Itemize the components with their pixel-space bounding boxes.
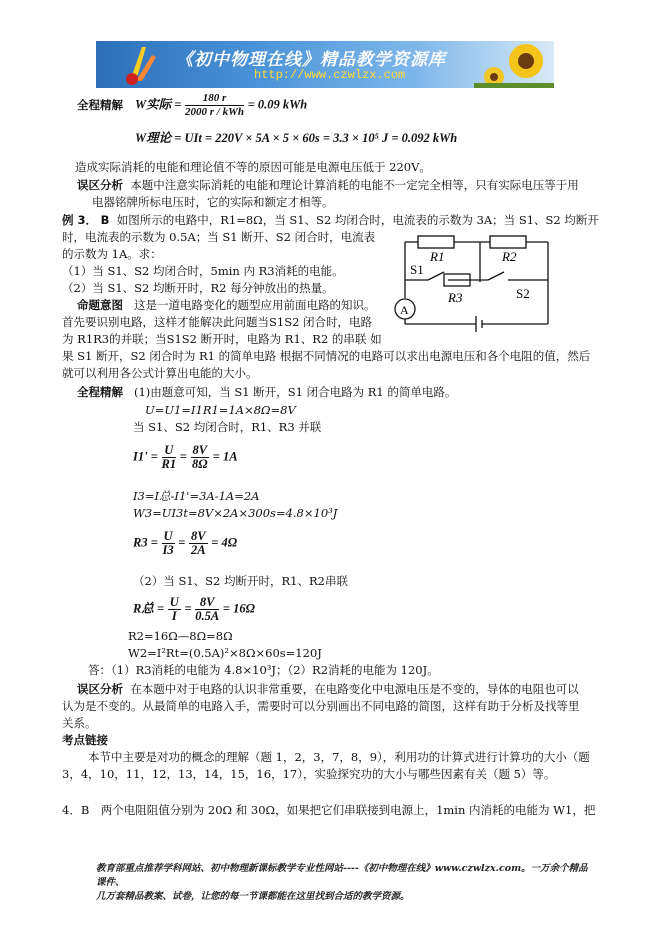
equation-r-total: R总 = $\frac{U}{I}$ = $\frac{8V}{0.5A}$ = 16Ω xyxy=(133,595,255,623)
logo-icon xyxy=(110,41,170,88)
label-s1: S1 xyxy=(410,262,424,277)
page-footer xyxy=(96,862,596,904)
label-r2: R2 xyxy=(502,249,517,264)
label-r3: R3 xyxy=(448,290,463,305)
label-r1: R1 xyxy=(430,249,445,264)
label-ammeter: A xyxy=(400,303,409,317)
solution1-conclusion: 造成实际消耗的电能和理论值不等的原因可能是电源电压低于 220V。 xyxy=(75,160,431,174)
error2-line3: 关系。 xyxy=(62,716,97,730)
solution2-answer: 答：（1）R3消耗的电能为 4.8×10³J；（2）R2消耗的电能为 120J。 xyxy=(88,663,439,677)
keypoints-heading: 考点链接 xyxy=(62,733,108,747)
solution2-line10: R2=16Ω—8Ω=8Ω xyxy=(128,629,233,643)
solution2-line11: W2=I²Rt=(0.5A)²×8Ω×60s=120J xyxy=(128,646,322,660)
intent-line4: 果 S1 断开，S2 闭合时为 R1 的简单电路 根据不同情况的电路可以求出电源电压和各个电阻的值，然后 xyxy=(62,349,591,363)
equation-r3: R3 = $\frac{U}{I3}$ = $\frac{8V}{2A}$ = 4Ω xyxy=(133,529,238,557)
example3-question2: （2）当 S1、S2 均断开时，R2 每分钟放出的热量。 xyxy=(62,281,334,295)
example3-line2: 时，电流表的示数为 0.5A；当 S1 断开、S2 闭合时，电流表 xyxy=(62,230,376,244)
error1-line1: 误区分析 本题中注意实际消耗的电能和理论计算消耗的电能不一定完全相等，只有实际电压等于用 xyxy=(77,178,579,192)
example3-line1: 例 3． B 如图所示的电路中，R1=8Ω，当 S1、S2 均闭合时，电流表的示数为 3A；当 S1、S2 均断开 xyxy=(62,213,599,227)
solution2-line1: 全程精解 (1)由题意可知，当 S1 断开，S1 闭合电路为 R1 的简单电路。 xyxy=(77,385,457,399)
banner-title: 《初中物理在线》精品教学资源库 xyxy=(176,50,446,70)
intent-line1: 命题意图 这是一道电路变化的题型应用前面电路的知识。 xyxy=(77,298,376,312)
error2-line2: 认为是不变的。从最简单的电路入手，需要时可以分别画出不同电路的简图，这样有助于分析及找等里 xyxy=(62,699,580,713)
header-banner xyxy=(96,41,554,88)
footer-line1: 教育部重点推荐学科网站、初中物理新课标教学专业性网站----《初中物理在线》www.czwlzx.com。一万余个精品课件、 xyxy=(96,863,588,888)
sunflower-icon xyxy=(474,41,554,88)
error2-line1: 误区分析 在本题中对于电路的认识非常重要，在电路变化中电源电压是不变的，导体的电阻也可以 xyxy=(77,682,579,696)
solution2-line8: （2）当 S1、S2 均断开时，R1、R2串联 xyxy=(133,574,348,588)
keypoints-line1: 本节中主要是对功的概念的理解（题 1，2，3，7，8，9），利用功的计算式进行计算功的大小（题 xyxy=(88,750,590,764)
problem4-text: 4．B 两个电阻阻值分别为 20Ω 和 30Ω，如果把它们串联接到电源上，1min 内消耗的电能为 W1，把 xyxy=(62,803,596,817)
footer-line2: 几万套精品教案、试卷，让您的每一节课都能在这里找到合适的教学资源。 xyxy=(96,891,410,902)
solution2-line2: U=U1=I1R1=1A×8Ω=8V xyxy=(145,403,296,417)
circuit-diagram xyxy=(388,232,573,332)
example3-question1: （1）当 S1、S2 均闭合时，5min 内 R3消耗的电能。 xyxy=(62,264,344,278)
intent-line2: 首先要识别电路，这样才能解决此问题当S1S2 闭合时，电路 xyxy=(62,315,373,329)
example3-line3: 的示数为 1A。求： xyxy=(62,247,162,261)
solution2-line5: I3=I总-I1'=3A-1A=2A xyxy=(133,489,260,503)
error1-line2: 电器铭牌所标电压时，它的实际和额定才相等。 xyxy=(92,195,334,209)
intent-line3: 为 R1R3的并联；当S1S2 断开时，电路为 R1、R2 的串联 如 xyxy=(62,332,382,346)
resistor-r1 xyxy=(418,236,454,248)
solution2-line6: W3=UI3t=8V×2A×300s=4.8×10³J xyxy=(133,506,338,520)
solution2-line3: 当 S1、S2 均闭合时，R1、R3 并联 xyxy=(133,420,322,434)
resistor-r2 xyxy=(490,236,526,248)
equation-w-theory: W理论 = UIt = 220V × 5A × 5 × 60s = 3.3 × 10⁵ J = 0.092 kWh xyxy=(135,131,458,145)
solution1-label: 全程精解 xyxy=(77,98,123,112)
keypoints-line2: 3，4，10，11，12，13，14，15，16，17），实验探究功的大小与哪些因素有关（题 5）等。 xyxy=(62,767,556,781)
equation-i1: I1' = $\frac{U}{R1}$ = $\frac{8V}{8\Omega}$ = 1A xyxy=(133,443,238,471)
intent-line5: 就可以利用各公式计算出电能的大小。 xyxy=(62,366,258,380)
banner-url[interactable]: http://www.czwlzx.com xyxy=(254,68,406,82)
label-s2: S2 xyxy=(516,286,530,301)
equation-w-actual: W实际 = $\frac{180 r}{\text{2000 r / kWh}}$ = 0.09 kWh xyxy=(135,92,308,118)
